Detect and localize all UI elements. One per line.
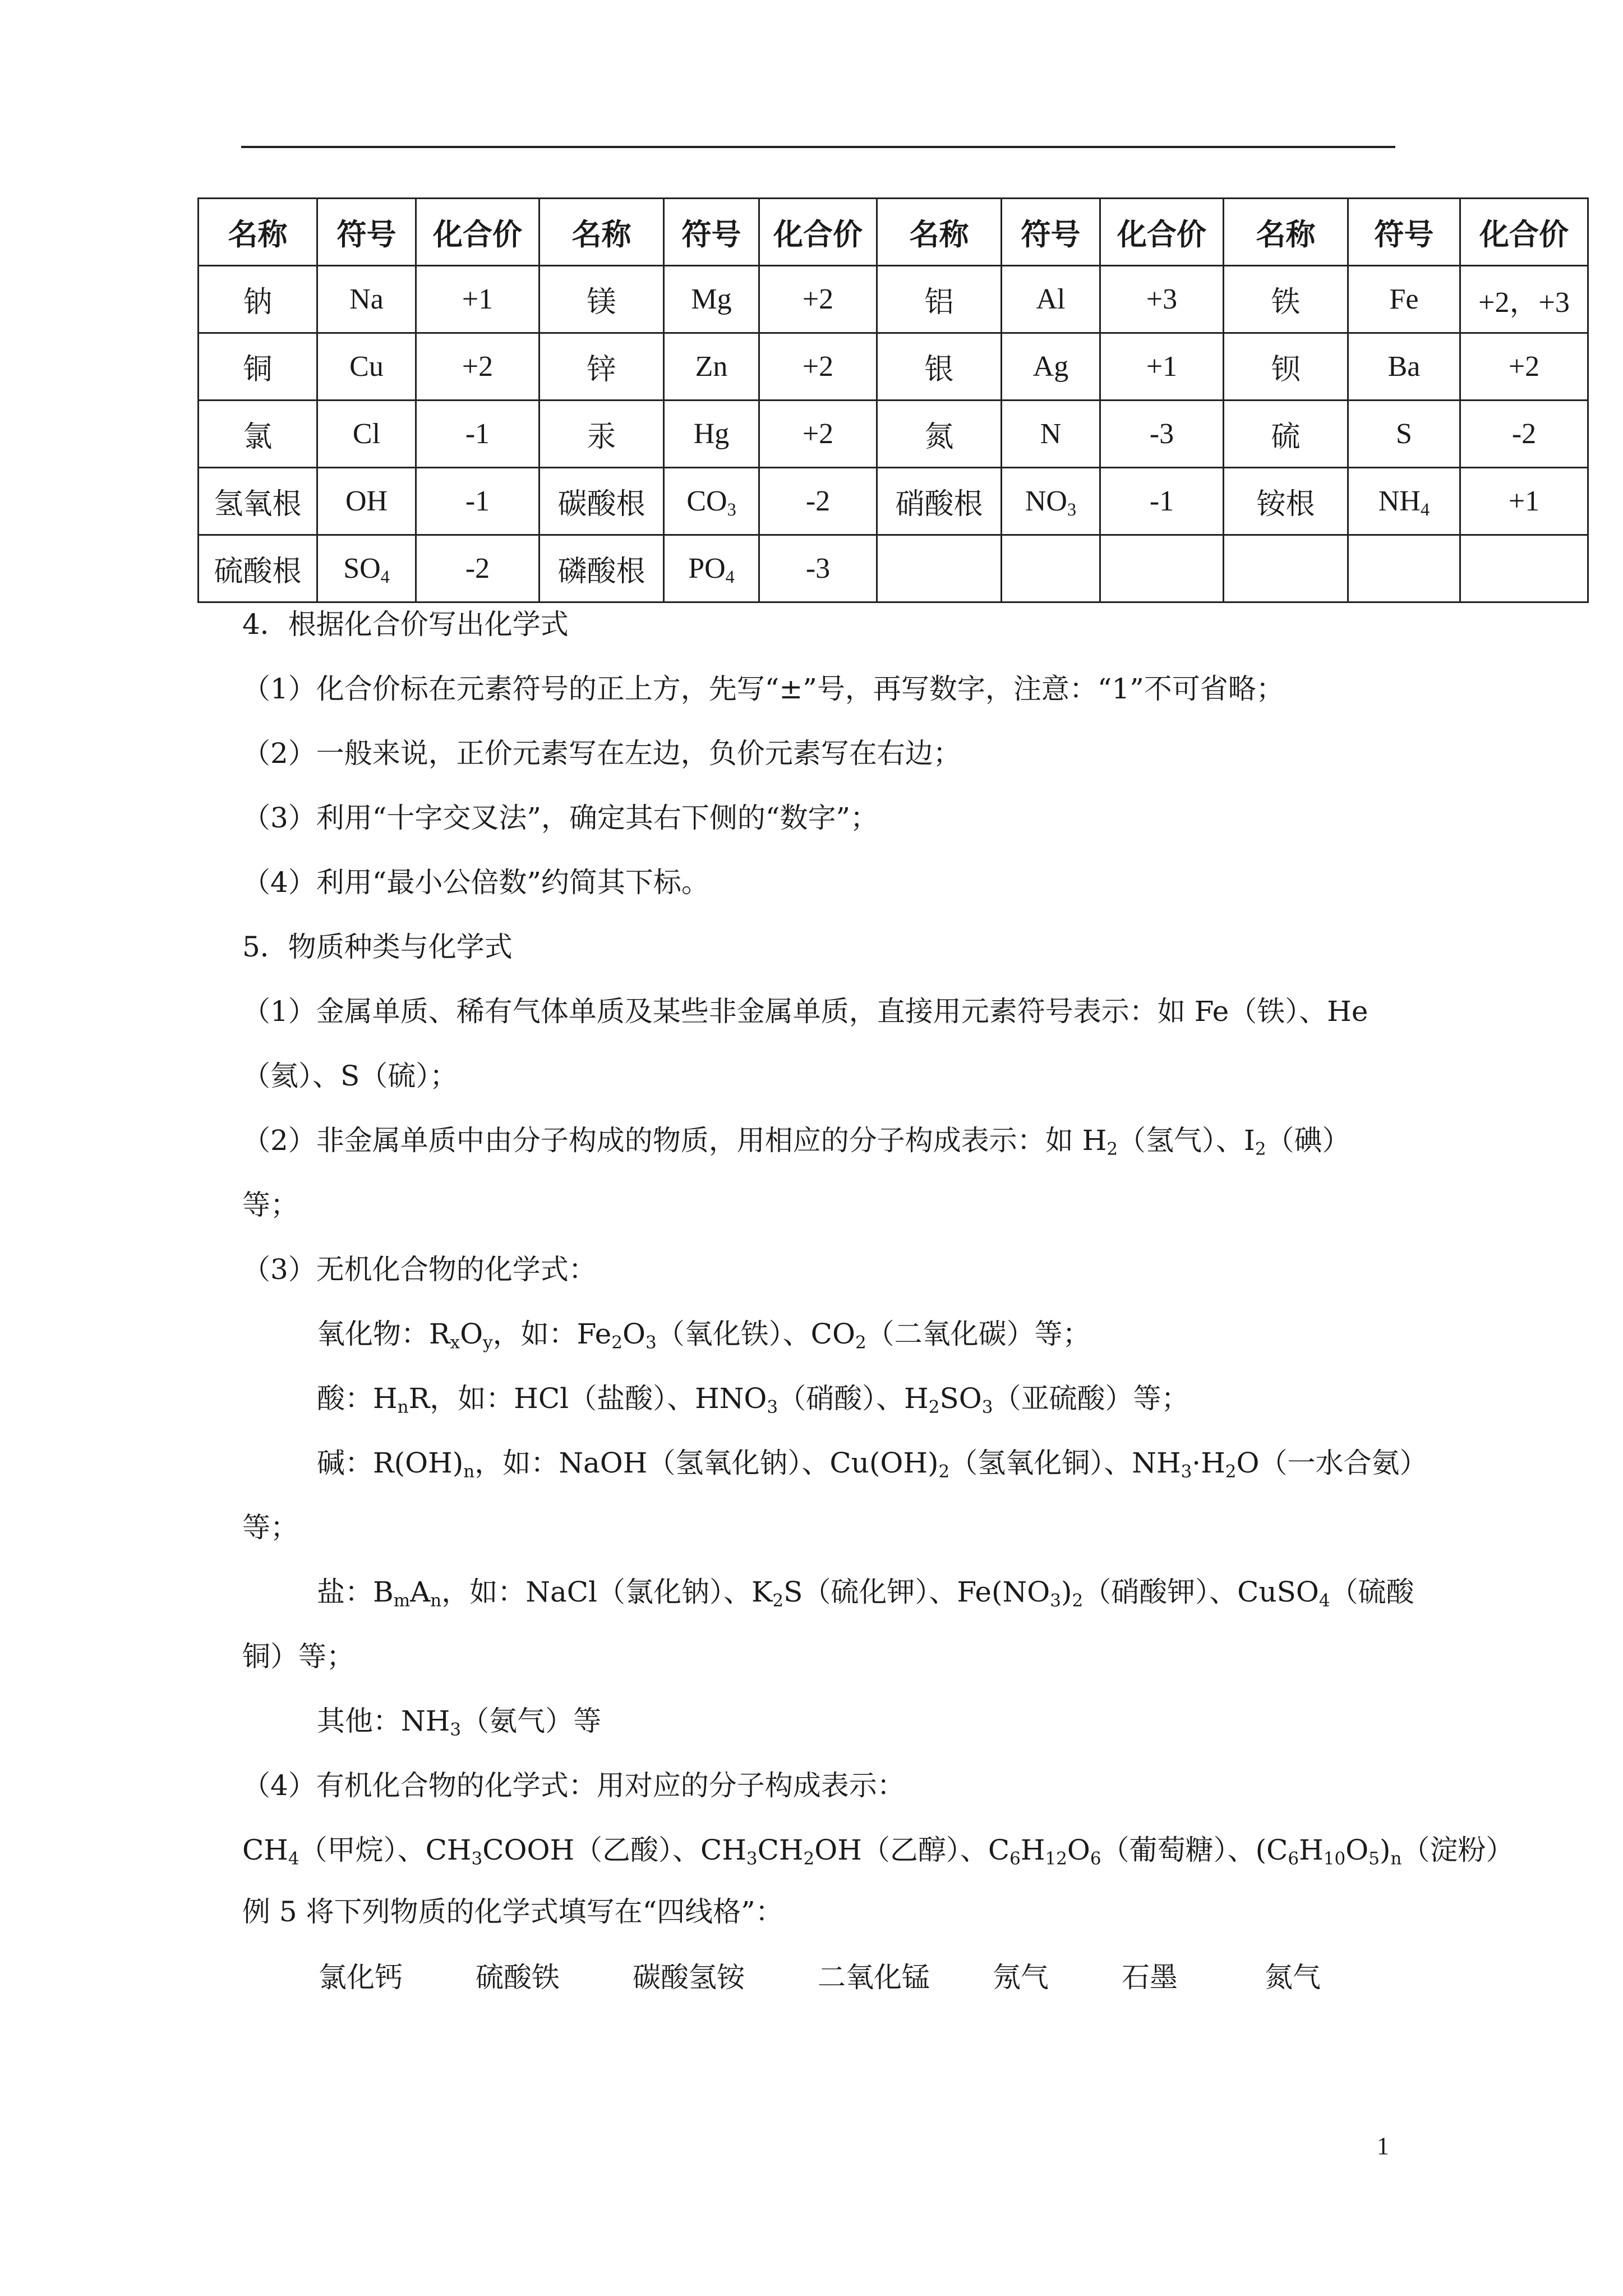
valence-cell: +1 <box>1100 333 1224 401</box>
valence-cell: -1 <box>1100 468 1224 535</box>
element-name-cell: 硫 <box>1224 401 1348 468</box>
section5-p2-line2: 等； <box>242 1189 298 1221</box>
symbol-text: Ba <box>1387 351 1421 383</box>
example5-word: 氮气 <box>1265 1961 1321 1994</box>
valence-cell: +1 <box>1460 468 1588 535</box>
valence-cell: +2 <box>416 333 540 401</box>
valence-cell: +1 <box>416 266 540 333</box>
base-line2: 等； <box>242 1511 298 1544</box>
element-name-cell: 氮 <box>877 401 1002 468</box>
valence-cell: -2 <box>416 535 540 602</box>
element-name-cell: 银 <box>877 333 1002 401</box>
valence-cell: +2 <box>759 333 877 401</box>
salt-line2: 铜）等； <box>242 1640 354 1673</box>
base-line: 碱：$R(OH)_n$，如：NaOH（氢氧化钠）、$Cu(OH)_2$（氢氧化铜）、$NH_3\cdot H_2O$（一水合氨） <box>317 1447 1428 1482</box>
acid-line: 酸：$H_nR$，如：HCl（盐酸）、$HNO_3$（硝酸）、$H_2SO_3$（亚硫酸）等； <box>317 1382 1189 1418</box>
symbol-subscript: 4 <box>1420 499 1430 520</box>
element-name-cell: 硫酸根 <box>199 535 317 602</box>
element-name-cell: 锌 <box>540 333 664 401</box>
section4-heading: 4．根据化合价写出化学式 <box>242 608 569 641</box>
element-name-cell: 铁 <box>1224 266 1348 333</box>
symbol-text: Al <box>1036 283 1066 315</box>
symbol-subscript: 3 <box>1067 499 1077 520</box>
section4-item-4: （4）利用“最小公倍数”约简其下标。 <box>242 866 709 899</box>
table-header-cell: 名称 <box>540 199 664 266</box>
symbol-text: OH <box>345 485 388 517</box>
example5-word: 二氧化锰 <box>818 1961 930 1994</box>
symbol-subscript: 3 <box>727 499 736 520</box>
symbol-subscript: 4 <box>725 567 735 587</box>
valence-cell: -1 <box>416 401 540 468</box>
element-name-cell: 钠 <box>199 266 317 333</box>
table-header-cell: 符号 <box>1348 199 1460 266</box>
section5-p4: （4）有机化合物的化学式：用对应的分子构成表示： <box>242 1769 905 1802</box>
table-header-cell: 名称 <box>1224 199 1348 266</box>
table-header-cell: 名称 <box>877 199 1002 266</box>
symbol-text: Cl <box>352 418 381 450</box>
symbol-text: SO <box>343 553 381 585</box>
valence-cell: -2 <box>1460 401 1588 468</box>
valence-cell: +2 <box>1460 333 1588 401</box>
symbol-text: N <box>1040 418 1062 450</box>
section5-p3: （3）无机化合物的化学式： <box>242 1253 597 1286</box>
symbol-text: Mg <box>691 283 732 315</box>
table-header-cell: 化合价 <box>1100 199 1224 266</box>
symbol-text: Na <box>349 283 384 315</box>
element-name-cell: 铝 <box>877 266 1002 333</box>
example5-word: 硫酸铁 <box>476 1961 560 1994</box>
symbol-text: NO <box>1025 485 1067 517</box>
table-header-cell: 符号 <box>1002 199 1100 266</box>
table-header-cell: 符号 <box>317 199 416 266</box>
section4-item-3: （3）利用“十字交叉法”，确定其右下侧的“数字”； <box>242 802 879 834</box>
symbol-text: Zn <box>695 351 728 383</box>
section5-p2-line1: （2）非金属单质中由分子构成的物质，用相应的分子构成表示：如 $H_2$（氢气）、$I_2$（碘） <box>242 1124 1350 1159</box>
salt-line: 盐：$B_mA_n$，如：NaCl（氯化钠）、$K_2S$（硫化钾）、$Fe(NO_3)_2$（硝酸钾）、CuSO$_4$（硫酸 <box>317 1576 1414 1611</box>
section4-item-1: （1）化合价标在元素符号的正上方，先写“±”号，再写数字，注意：“1”不可省略； <box>242 673 1284 705</box>
example5-word: 石墨 <box>1122 1961 1178 1994</box>
example5-word: 氯化钙 <box>319 1961 403 1994</box>
section5-p1-line1: （1）金属单质、稀有气体单质及某些非金属单质，直接用元素符号表示：如 Fe（铁）、He <box>242 995 1368 1028</box>
symbol-text: CO <box>686 485 727 517</box>
valence-cell: -2 <box>759 468 877 535</box>
oxide-line: 氧化物：$R_xO_y$，如：$Fe_2O_3$（氧化铁）、$CO_2$（二氧化碳）等； <box>317 1318 1091 1353</box>
element-name-cell: 汞 <box>540 401 664 468</box>
symbol-text: S <box>1396 418 1412 450</box>
valence-cell: +3 <box>1100 266 1224 333</box>
element-name-cell: 铵根 <box>1224 468 1348 535</box>
section5-heading: 5．物质种类与化学式 <box>242 931 513 963</box>
element-name-cell: 磷酸根 <box>540 535 664 602</box>
valence-cell: -3 <box>1100 401 1224 468</box>
element-name-cell: 碳酸根 <box>540 468 664 535</box>
valence-cell: -3 <box>759 535 877 602</box>
example5-word: 氖气 <box>993 1961 1049 1994</box>
symbol-text: NH <box>1378 485 1421 517</box>
table-header-cell: 化合价 <box>1460 199 1588 266</box>
valence-cell: +2 <box>759 401 877 468</box>
table-header-cell: 化合价 <box>759 199 877 266</box>
symbol-text: Ag <box>1032 351 1069 383</box>
element-name-cell: 氯 <box>199 401 317 468</box>
organic-line: $CH_4$（甲烷）、$CH_3COOH$（乙酸）、$CH_3CH_2OH$（乙醇）、$C_6H_{12}O_6$（葡萄糖）、$(C_6H_{10}O_5)_n$（淀粉） <box>242 1834 1514 1869</box>
element-name-cell: 硝酸根 <box>877 468 1002 535</box>
symbol-text: Cu <box>349 351 384 383</box>
element-name-cell: 氢氧根 <box>199 468 317 535</box>
example5-word: 碳酸氢铵 <box>633 1961 745 1994</box>
table-header-cell: 符号 <box>664 199 759 266</box>
symbol-text: Fe <box>1389 283 1419 315</box>
element-name-cell: 镁 <box>540 266 664 333</box>
symbol-text: PO <box>688 553 726 585</box>
valence-cell: +2 <box>759 266 877 333</box>
symbol-subscript: 4 <box>380 567 390 587</box>
element-name-cell: 铜 <box>199 333 317 401</box>
table-header-cell: 化合价 <box>416 199 540 266</box>
table-header-cell: 名称 <box>199 199 317 266</box>
element-name-cell: 钡 <box>1224 333 1348 401</box>
other-line: 其他：$NH_3$（氨气）等 <box>317 1705 602 1740</box>
section4-item-2: （2）一般来说，正价元素写在左边，负价元素写在右边； <box>242 737 961 770</box>
symbol-text: Hg <box>693 418 730 450</box>
valence-cell: -1 <box>416 468 540 535</box>
section5-p1-line2: （氦）、S（硫）； <box>242 1060 458 1092</box>
page-number: 1 <box>1377 2132 1389 2160</box>
valence-cell: +2，+3 <box>1460 266 1588 333</box>
example5-heading: 例 5 将下列物质的化学式填写在“四线格”： <box>242 1895 783 1928</box>
